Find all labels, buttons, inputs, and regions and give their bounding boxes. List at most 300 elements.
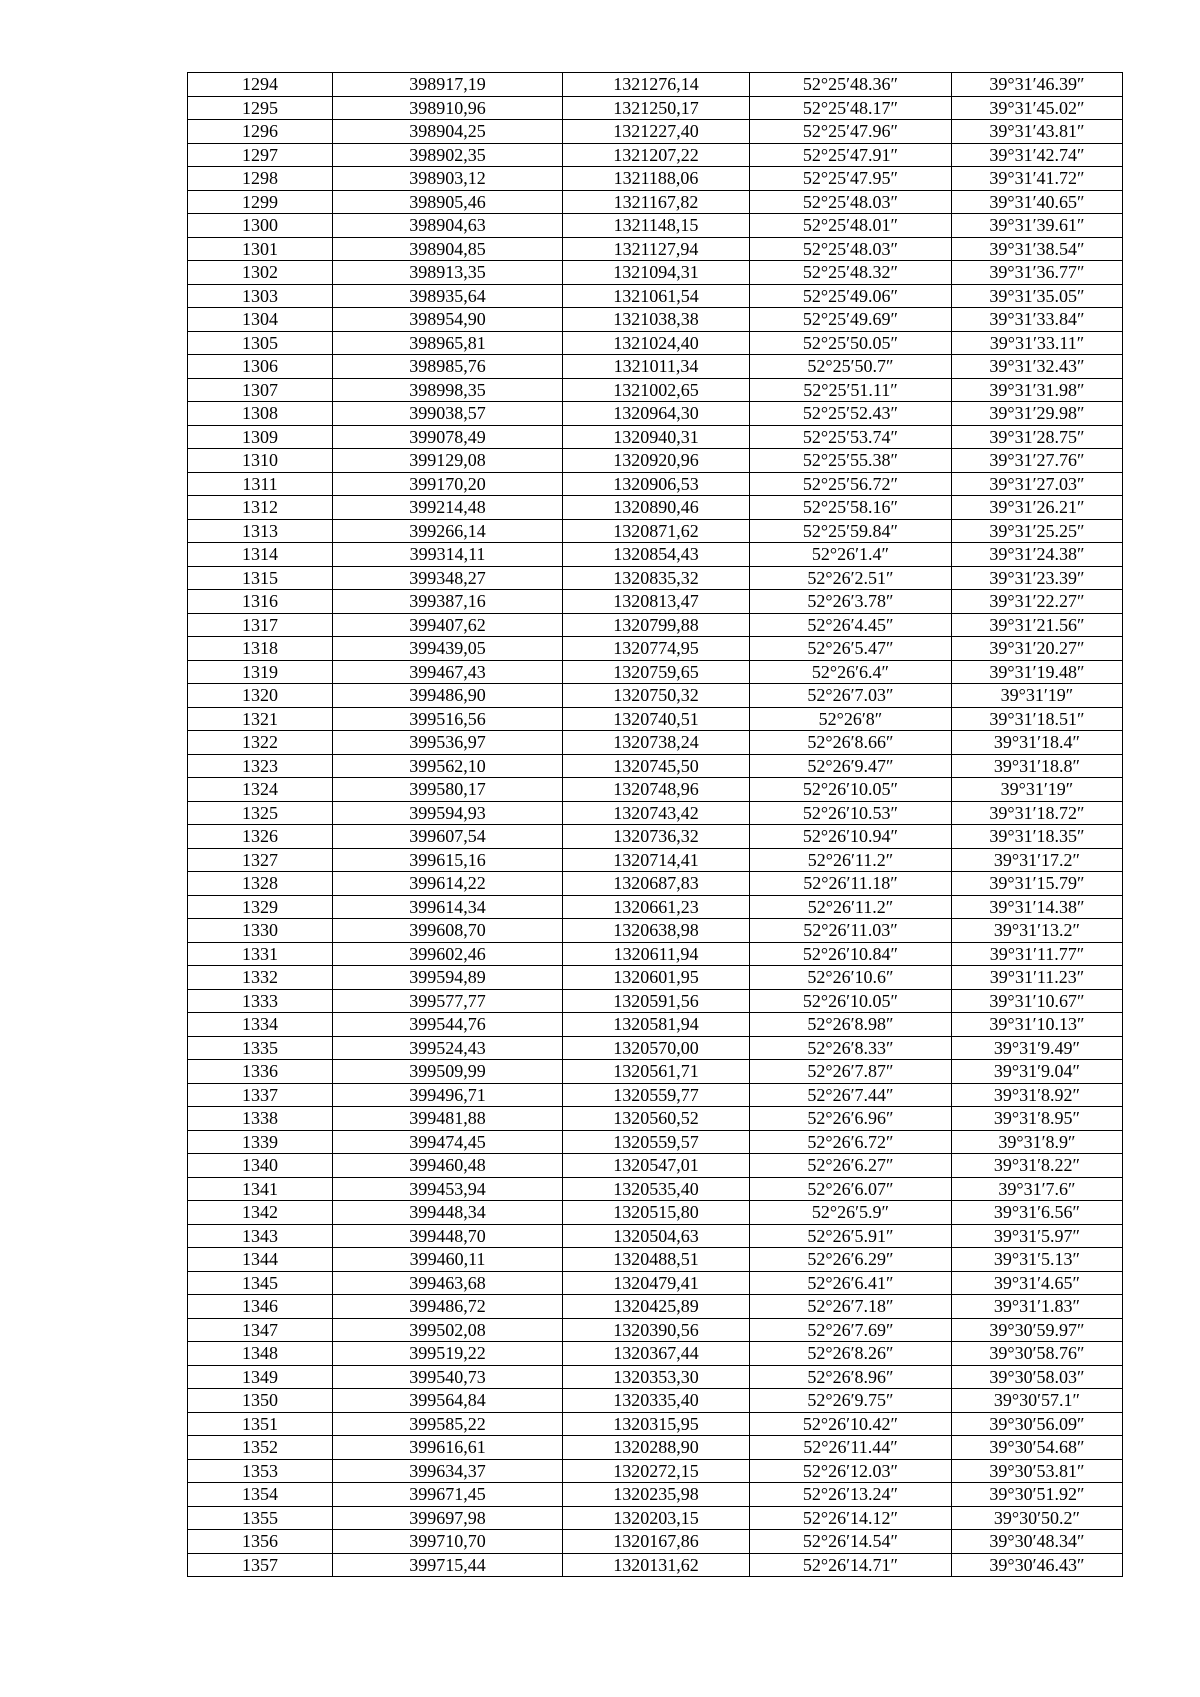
latitude-cell: 52°26′2.51″ xyxy=(750,566,952,590)
table-row xyxy=(188,1154,1123,1178)
point-number-cell: 1309 xyxy=(188,425,333,449)
longitude-cell: 39°31′29.98″ xyxy=(952,402,1123,426)
x-coordinate-cell: 399634,37 xyxy=(333,1459,563,1483)
x-coordinate-cell: 399564,84 xyxy=(333,1389,563,1413)
point-number-cell: 1326 xyxy=(188,825,333,849)
y-coordinate-cell: 1320745,50 xyxy=(563,754,750,778)
y-coordinate-cell: 1320854,43 xyxy=(563,543,750,567)
x-coordinate-cell: 398904,25 xyxy=(333,120,563,144)
table-row xyxy=(188,284,1123,308)
latitude-cell: 52°25′48.03″ xyxy=(750,190,952,214)
latitude-cell: 52°25′50.7″ xyxy=(750,355,952,379)
x-coordinate-cell: 399710,70 xyxy=(333,1530,563,1554)
longitude-cell: 39°31′22.27″ xyxy=(952,590,1123,614)
longitude-cell: 39°31′11.77″ xyxy=(952,942,1123,966)
table-row xyxy=(188,378,1123,402)
y-coordinate-cell: 1320774,95 xyxy=(563,637,750,661)
point-number-cell: 1327 xyxy=(188,848,333,872)
longitude-cell: 39°31′14.38″ xyxy=(952,895,1123,919)
longitude-cell: 39°31′45.02″ xyxy=(952,96,1123,120)
longitude-cell: 39°31′8.9″ xyxy=(952,1130,1123,1154)
table-row xyxy=(188,425,1123,449)
table-row xyxy=(188,120,1123,144)
latitude-cell: 52°26′14.71″ xyxy=(750,1553,952,1577)
table-row xyxy=(188,1389,1123,1413)
point-number-cell: 1348 xyxy=(188,1342,333,1366)
y-coordinate-cell: 1321276,14 xyxy=(563,73,750,97)
longitude-cell: 39°30′48.34″ xyxy=(952,1530,1123,1554)
y-coordinate-cell: 1321024,40 xyxy=(563,331,750,355)
point-number-cell: 1328 xyxy=(188,872,333,896)
y-coordinate-cell: 1320131,62 xyxy=(563,1553,750,1577)
longitude-cell: 39°31′31.98″ xyxy=(952,378,1123,402)
point-number-cell: 1337 xyxy=(188,1083,333,1107)
x-coordinate-cell: 398998,35 xyxy=(333,378,563,402)
point-number-cell: 1352 xyxy=(188,1436,333,1460)
latitude-cell: 52°25′48.01″ xyxy=(750,214,952,238)
longitude-cell: 39°30′59.97″ xyxy=(952,1318,1123,1342)
latitude-cell: 52°26′8.26″ xyxy=(750,1342,952,1366)
longitude-cell: 39°31′8.22″ xyxy=(952,1154,1123,1178)
longitude-cell: 39°31′5.13″ xyxy=(952,1248,1123,1272)
latitude-cell: 52°26′13.24″ xyxy=(750,1483,952,1507)
table-row xyxy=(188,566,1123,590)
table-row xyxy=(188,825,1123,849)
latitude-cell: 52°26′6.4″ xyxy=(750,660,952,684)
x-coordinate-cell: 398905,46 xyxy=(333,190,563,214)
latitude-cell: 52°26′8.96″ xyxy=(750,1365,952,1389)
latitude-cell: 52°25′47.96″ xyxy=(750,120,952,144)
longitude-cell: 39°31′20.27″ xyxy=(952,637,1123,661)
point-number-cell: 1294 xyxy=(188,73,333,97)
x-coordinate-cell: 399129,08 xyxy=(333,449,563,473)
y-coordinate-cell: 1321011,34 xyxy=(563,355,750,379)
point-number-cell: 1330 xyxy=(188,919,333,943)
latitude-cell: 52°26′10.53″ xyxy=(750,801,952,825)
latitude-cell: 52°26′3.78″ xyxy=(750,590,952,614)
table-row xyxy=(188,496,1123,520)
table-row xyxy=(188,801,1123,825)
point-number-cell: 1319 xyxy=(188,660,333,684)
y-coordinate-cell: 1321227,40 xyxy=(563,120,750,144)
longitude-cell: 39°30′56.09″ xyxy=(952,1412,1123,1436)
table-row xyxy=(188,331,1123,355)
x-coordinate-cell: 399715,44 xyxy=(333,1553,563,1577)
point-number-cell: 1296 xyxy=(188,120,333,144)
latitude-cell: 52°26′6.72″ xyxy=(750,1130,952,1154)
longitude-cell: 39°31′28.75″ xyxy=(952,425,1123,449)
table-row xyxy=(188,261,1123,285)
latitude-cell: 52°25′47.91″ xyxy=(750,143,952,167)
y-coordinate-cell: 1320535,40 xyxy=(563,1177,750,1201)
longitude-cell: 39°31′41.72″ xyxy=(952,167,1123,191)
latitude-cell: 52°26′10.05″ xyxy=(750,989,952,1013)
point-number-cell: 1324 xyxy=(188,778,333,802)
x-coordinate-cell: 399509,99 xyxy=(333,1060,563,1084)
longitude-cell: 39°31′38.54″ xyxy=(952,237,1123,261)
longitude-cell: 39°31′18.4″ xyxy=(952,731,1123,755)
table-row xyxy=(188,1553,1123,1577)
y-coordinate-cell: 1320871,62 xyxy=(563,519,750,543)
x-coordinate-cell: 398985,76 xyxy=(333,355,563,379)
table-row xyxy=(188,848,1123,872)
table-row xyxy=(188,237,1123,261)
latitude-cell: 52°26′10.05″ xyxy=(750,778,952,802)
x-coordinate-cell: 398913,35 xyxy=(333,261,563,285)
y-coordinate-cell: 1320581,94 xyxy=(563,1013,750,1037)
latitude-cell: 52°26′11.44″ xyxy=(750,1436,952,1460)
x-coordinate-cell: 399078,49 xyxy=(333,425,563,449)
point-number-cell: 1346 xyxy=(188,1295,333,1319)
point-number-cell: 1320 xyxy=(188,684,333,708)
point-number-cell: 1355 xyxy=(188,1506,333,1530)
y-coordinate-cell: 1320748,96 xyxy=(563,778,750,802)
point-number-cell: 1314 xyxy=(188,543,333,567)
table-row xyxy=(188,1177,1123,1201)
longitude-cell: 39°31′35.05″ xyxy=(952,284,1123,308)
x-coordinate-cell: 399486,90 xyxy=(333,684,563,708)
table-row xyxy=(188,660,1123,684)
table-row xyxy=(188,1271,1123,1295)
y-coordinate-cell: 1321061,54 xyxy=(563,284,750,308)
latitude-cell: 52°26′8.98″ xyxy=(750,1013,952,1037)
y-coordinate-cell: 1321188,06 xyxy=(563,167,750,191)
table-row xyxy=(188,96,1123,120)
point-number-cell: 1356 xyxy=(188,1530,333,1554)
point-number-cell: 1333 xyxy=(188,989,333,1013)
table-row xyxy=(188,190,1123,214)
y-coordinate-cell: 1320203,15 xyxy=(563,1506,750,1530)
x-coordinate-cell: 399577,77 xyxy=(333,989,563,1013)
y-coordinate-cell: 1320425,89 xyxy=(563,1295,750,1319)
table-row xyxy=(188,1365,1123,1389)
latitude-cell: 52°26′14.54″ xyxy=(750,1530,952,1554)
y-coordinate-cell: 1320920,96 xyxy=(563,449,750,473)
x-coordinate-cell: 399467,43 xyxy=(333,660,563,684)
point-number-cell: 1354 xyxy=(188,1483,333,1507)
latitude-cell: 52°26′5.9″ xyxy=(750,1201,952,1225)
y-coordinate-cell: 1321207,22 xyxy=(563,143,750,167)
table-row xyxy=(188,919,1123,943)
x-coordinate-cell: 399496,71 xyxy=(333,1083,563,1107)
point-number-cell: 1312 xyxy=(188,496,333,520)
latitude-cell: 52°26′11.03″ xyxy=(750,919,952,943)
table-row xyxy=(188,1224,1123,1248)
point-number-cell: 1307 xyxy=(188,378,333,402)
table-row xyxy=(188,519,1123,543)
point-number-cell: 1331 xyxy=(188,942,333,966)
table-row xyxy=(188,637,1123,661)
y-coordinate-cell: 1320906,53 xyxy=(563,472,750,496)
latitude-cell: 52°25′53.74″ xyxy=(750,425,952,449)
longitude-cell: 39°31′4.65″ xyxy=(952,1271,1123,1295)
longitude-cell: 39°31′19.48″ xyxy=(952,660,1123,684)
y-coordinate-cell: 1320601,95 xyxy=(563,966,750,990)
latitude-cell: 52°26′11.2″ xyxy=(750,848,952,872)
y-coordinate-cell: 1320813,47 xyxy=(563,590,750,614)
table-row xyxy=(188,778,1123,802)
longitude-cell: 39°31′27.03″ xyxy=(952,472,1123,496)
latitude-cell: 52°26′10.42″ xyxy=(750,1412,952,1436)
point-number-cell: 1297 xyxy=(188,143,333,167)
point-number-cell: 1316 xyxy=(188,590,333,614)
latitude-cell: 52°26′1.4″ xyxy=(750,543,952,567)
longitude-cell: 39°31′40.65″ xyxy=(952,190,1123,214)
x-coordinate-cell: 399594,89 xyxy=(333,966,563,990)
table-row xyxy=(188,895,1123,919)
y-coordinate-cell: 1320611,94 xyxy=(563,942,750,966)
table-row xyxy=(188,1506,1123,1530)
y-coordinate-cell: 1320661,23 xyxy=(563,895,750,919)
latitude-cell: 52°26′10.84″ xyxy=(750,942,952,966)
latitude-cell: 52°26′11.2″ xyxy=(750,895,952,919)
y-coordinate-cell: 1320570,00 xyxy=(563,1036,750,1060)
table-row xyxy=(188,1412,1123,1436)
latitude-cell: 52°26′7.69″ xyxy=(750,1318,952,1342)
longitude-cell: 39°30′57.1″ xyxy=(952,1389,1123,1413)
longitude-cell: 39°31′27.76″ xyxy=(952,449,1123,473)
table-row xyxy=(188,167,1123,191)
longitude-cell: 39°30′58.76″ xyxy=(952,1342,1123,1366)
point-number-cell: 1343 xyxy=(188,1224,333,1248)
latitude-cell: 52°25′58.16″ xyxy=(750,496,952,520)
latitude-cell: 52°25′56.72″ xyxy=(750,472,952,496)
table-row xyxy=(188,1530,1123,1554)
longitude-cell: 39°31′17.2″ xyxy=(952,848,1123,872)
longitude-cell: 39°30′46.43″ xyxy=(952,1553,1123,1577)
x-coordinate-cell: 399502,08 xyxy=(333,1318,563,1342)
latitude-cell: 52°25′52.43″ xyxy=(750,402,952,426)
point-number-cell: 1325 xyxy=(188,801,333,825)
table-row xyxy=(188,308,1123,332)
point-number-cell: 1317 xyxy=(188,613,333,637)
point-number-cell: 1318 xyxy=(188,637,333,661)
point-number-cell: 1323 xyxy=(188,754,333,778)
x-coordinate-cell: 399486,72 xyxy=(333,1295,563,1319)
table-row xyxy=(188,684,1123,708)
table-row xyxy=(188,1248,1123,1272)
table-row xyxy=(188,355,1123,379)
point-number-cell: 1313 xyxy=(188,519,333,543)
table-row xyxy=(188,1342,1123,1366)
x-coordinate-cell: 398935,64 xyxy=(333,284,563,308)
longitude-cell: 39°31′21.56″ xyxy=(952,613,1123,637)
longitude-cell: 39°31′18.72″ xyxy=(952,801,1123,825)
point-number-cell: 1350 xyxy=(188,1389,333,1413)
table-row xyxy=(188,754,1123,778)
x-coordinate-cell: 399615,16 xyxy=(333,848,563,872)
point-number-cell: 1298 xyxy=(188,167,333,191)
longitude-cell: 39°31′9.49″ xyxy=(952,1036,1123,1060)
x-coordinate-cell: 399540,73 xyxy=(333,1365,563,1389)
longitude-cell: 39°31′39.61″ xyxy=(952,214,1123,238)
table-row xyxy=(188,1459,1123,1483)
x-coordinate-cell: 399460,11 xyxy=(333,1248,563,1272)
longitude-cell: 39°31′9.04″ xyxy=(952,1060,1123,1084)
y-coordinate-cell: 1321127,94 xyxy=(563,237,750,261)
y-coordinate-cell: 1320835,32 xyxy=(563,566,750,590)
point-number-cell: 1299 xyxy=(188,190,333,214)
y-coordinate-cell: 1320714,41 xyxy=(563,848,750,872)
latitude-cell: 52°25′59.84″ xyxy=(750,519,952,543)
longitude-cell: 39°31′32.43″ xyxy=(952,355,1123,379)
longitude-cell: 39°31′18.51″ xyxy=(952,707,1123,731)
point-number-cell: 1342 xyxy=(188,1201,333,1225)
point-number-cell: 1302 xyxy=(188,261,333,285)
latitude-cell: 52°26′9.47″ xyxy=(750,754,952,778)
y-coordinate-cell: 1320515,80 xyxy=(563,1201,750,1225)
x-coordinate-cell: 399614,34 xyxy=(333,895,563,919)
point-number-cell: 1315 xyxy=(188,566,333,590)
x-coordinate-cell: 398965,81 xyxy=(333,331,563,355)
longitude-cell: 39°31′24.38″ xyxy=(952,543,1123,567)
longitude-cell: 39°31′15.79″ xyxy=(952,872,1123,896)
y-coordinate-cell: 1320479,41 xyxy=(563,1271,750,1295)
latitude-cell: 52°26′8.66″ xyxy=(750,731,952,755)
y-coordinate-cell: 1320353,30 xyxy=(563,1365,750,1389)
y-coordinate-cell: 1320488,51 xyxy=(563,1248,750,1272)
latitude-cell: 52°25′48.17″ xyxy=(750,96,952,120)
table-row xyxy=(188,872,1123,896)
latitude-cell: 52°25′49.06″ xyxy=(750,284,952,308)
latitude-cell: 52°26′7.03″ xyxy=(750,684,952,708)
table-row xyxy=(188,613,1123,637)
point-number-cell: 1329 xyxy=(188,895,333,919)
longitude-cell: 39°30′54.68″ xyxy=(952,1436,1123,1460)
y-coordinate-cell: 1320288,90 xyxy=(563,1436,750,1460)
x-coordinate-cell: 398904,85 xyxy=(333,237,563,261)
longitude-cell: 39°30′51.92″ xyxy=(952,1483,1123,1507)
y-coordinate-cell: 1320940,31 xyxy=(563,425,750,449)
y-coordinate-cell: 1320560,52 xyxy=(563,1107,750,1131)
longitude-cell: 39°31′6.56″ xyxy=(952,1201,1123,1225)
y-coordinate-cell: 1320561,71 xyxy=(563,1060,750,1084)
table-row xyxy=(188,1201,1123,1225)
point-number-cell: 1306 xyxy=(188,355,333,379)
y-coordinate-cell: 1320750,32 xyxy=(563,684,750,708)
y-coordinate-cell: 1321167,82 xyxy=(563,190,750,214)
y-coordinate-cell: 1320738,24 xyxy=(563,731,750,755)
latitude-cell: 52°25′47.95″ xyxy=(750,167,952,191)
x-coordinate-cell: 399448,34 xyxy=(333,1201,563,1225)
point-number-cell: 1349 xyxy=(188,1365,333,1389)
table-row xyxy=(188,707,1123,731)
longitude-cell: 39°31′5.97″ xyxy=(952,1224,1123,1248)
x-coordinate-cell: 399614,22 xyxy=(333,872,563,896)
coordinates-table-body xyxy=(188,73,1123,1577)
longitude-cell: 39°31′18.35″ xyxy=(952,825,1123,849)
x-coordinate-cell: 399214,48 xyxy=(333,496,563,520)
x-coordinate-cell: 398903,12 xyxy=(333,167,563,191)
y-coordinate-cell: 1321148,15 xyxy=(563,214,750,238)
longitude-cell: 39°30′50.2″ xyxy=(952,1506,1123,1530)
y-coordinate-cell: 1320559,57 xyxy=(563,1130,750,1154)
latitude-cell: 52°26′6.27″ xyxy=(750,1154,952,1178)
longitude-cell: 39°31′11.23″ xyxy=(952,966,1123,990)
point-number-cell: 1301 xyxy=(188,237,333,261)
x-coordinate-cell: 399524,43 xyxy=(333,1036,563,1060)
y-coordinate-cell: 1320504,63 xyxy=(563,1224,750,1248)
x-coordinate-cell: 399439,05 xyxy=(333,637,563,661)
longitude-cell: 39°31′19″ xyxy=(952,684,1123,708)
x-coordinate-cell: 398902,35 xyxy=(333,143,563,167)
y-coordinate-cell: 1320272,15 xyxy=(563,1459,750,1483)
latitude-cell: 52°26′6.96″ xyxy=(750,1107,952,1131)
x-coordinate-cell: 399387,16 xyxy=(333,590,563,614)
point-number-cell: 1300 xyxy=(188,214,333,238)
table-row xyxy=(188,73,1123,97)
x-coordinate-cell: 399170,20 xyxy=(333,472,563,496)
point-number-cell: 1341 xyxy=(188,1177,333,1201)
x-coordinate-cell: 399407,62 xyxy=(333,613,563,637)
y-coordinate-cell: 1320759,65 xyxy=(563,660,750,684)
point-number-cell: 1344 xyxy=(188,1248,333,1272)
table-row xyxy=(188,1436,1123,1460)
x-coordinate-cell: 399519,22 xyxy=(333,1342,563,1366)
x-coordinate-cell: 399562,10 xyxy=(333,754,563,778)
point-number-cell: 1305 xyxy=(188,331,333,355)
x-coordinate-cell: 399594,93 xyxy=(333,801,563,825)
y-coordinate-cell: 1320547,01 xyxy=(563,1154,750,1178)
table-row xyxy=(188,1107,1123,1131)
latitude-cell: 52°26′7.87″ xyxy=(750,1060,952,1084)
x-coordinate-cell: 399314,11 xyxy=(333,543,563,567)
table-row xyxy=(188,1295,1123,1319)
table-row xyxy=(188,1483,1123,1507)
latitude-cell: 52°26′5.91″ xyxy=(750,1224,952,1248)
latitude-cell: 52°26′7.18″ xyxy=(750,1295,952,1319)
longitude-cell: 39°31′1.83″ xyxy=(952,1295,1123,1319)
point-number-cell: 1310 xyxy=(188,449,333,473)
table-row xyxy=(188,449,1123,473)
longitude-cell: 39°31′18.8″ xyxy=(952,754,1123,778)
x-coordinate-cell: 399585,22 xyxy=(333,1412,563,1436)
longitude-cell: 39°31′7.6″ xyxy=(952,1177,1123,1201)
table-row xyxy=(188,214,1123,238)
latitude-cell: 52°25′48.03″ xyxy=(750,237,952,261)
point-number-cell: 1338 xyxy=(188,1107,333,1131)
y-coordinate-cell: 1320591,56 xyxy=(563,989,750,1013)
y-coordinate-cell: 1320390,56 xyxy=(563,1318,750,1342)
latitude-cell: 52°25′48.36″ xyxy=(750,73,952,97)
longitude-cell: 39°31′42.74″ xyxy=(952,143,1123,167)
x-coordinate-cell: 399038,57 xyxy=(333,402,563,426)
longitude-cell: 39°30′53.81″ xyxy=(952,1459,1123,1483)
latitude-cell: 52°26′7.44″ xyxy=(750,1083,952,1107)
y-coordinate-cell: 1320367,44 xyxy=(563,1342,750,1366)
latitude-cell: 52°26′14.12″ xyxy=(750,1506,952,1530)
table-row xyxy=(188,543,1123,567)
point-number-cell: 1308 xyxy=(188,402,333,426)
point-number-cell: 1303 xyxy=(188,284,333,308)
x-coordinate-cell: 398910,96 xyxy=(333,96,563,120)
x-coordinate-cell: 399536,97 xyxy=(333,731,563,755)
table-row xyxy=(188,731,1123,755)
y-coordinate-cell: 1321002,65 xyxy=(563,378,750,402)
y-coordinate-cell: 1320743,42 xyxy=(563,801,750,825)
table-row xyxy=(188,143,1123,167)
point-number-cell: 1345 xyxy=(188,1271,333,1295)
y-coordinate-cell: 1320638,98 xyxy=(563,919,750,943)
x-coordinate-cell: 399460,48 xyxy=(333,1154,563,1178)
table-row xyxy=(188,989,1123,1013)
longitude-cell: 39°31′13.2″ xyxy=(952,919,1123,943)
point-number-cell: 1321 xyxy=(188,707,333,731)
x-coordinate-cell: 398904,63 xyxy=(333,214,563,238)
point-number-cell: 1334 xyxy=(188,1013,333,1037)
x-coordinate-cell: 399580,17 xyxy=(333,778,563,802)
y-coordinate-cell: 1321038,38 xyxy=(563,308,750,332)
